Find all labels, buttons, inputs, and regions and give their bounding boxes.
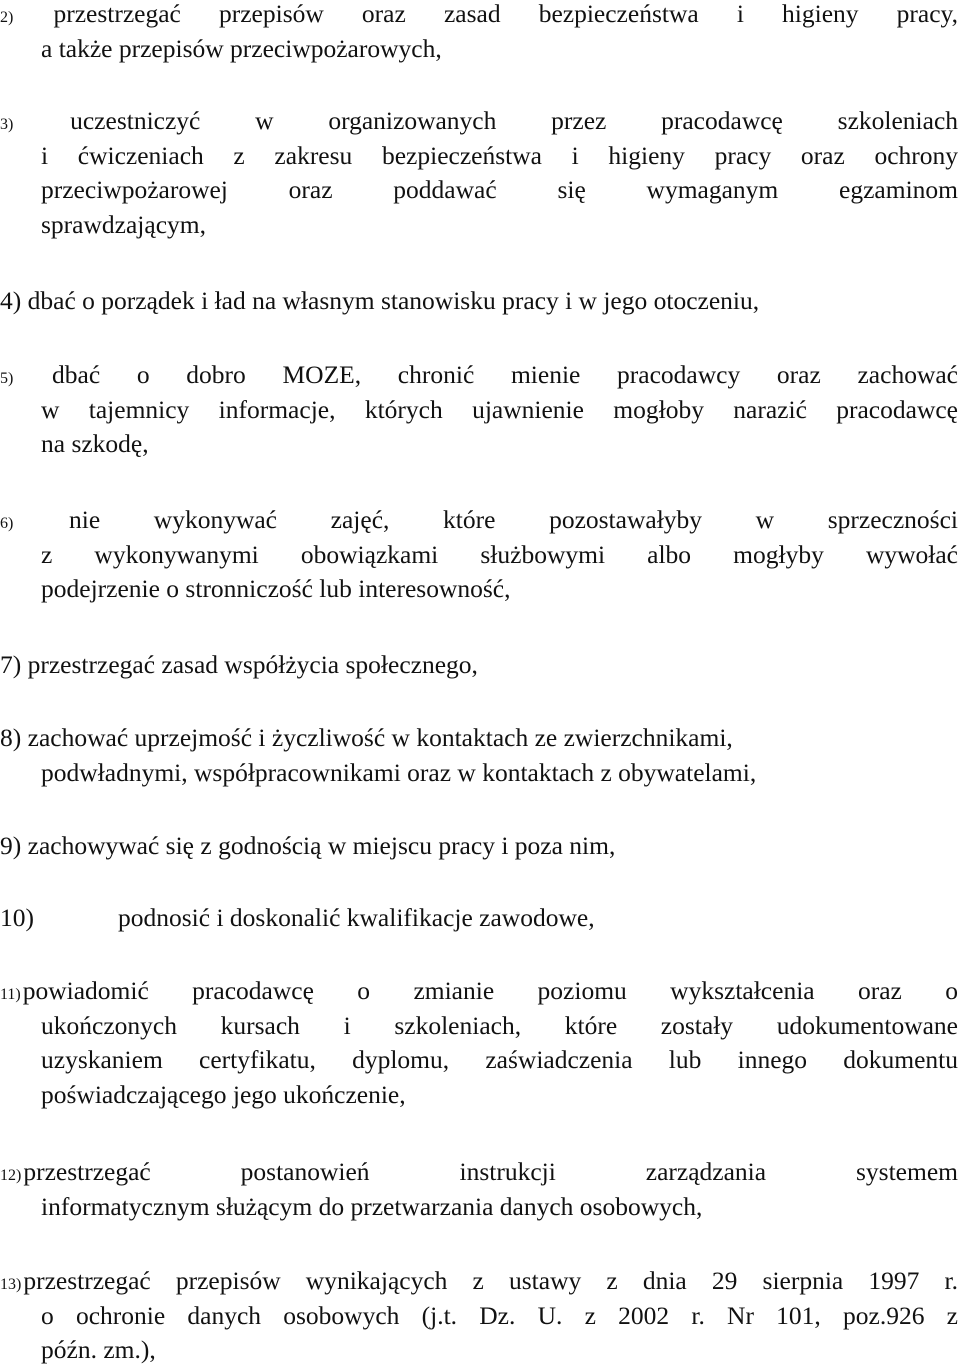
item-text-line: a także przepisów przeciwpożarowych,: [41, 33, 442, 63]
list-item-5: [0, 358, 958, 462]
item-text-line: ukończonych kursach i szkoleniach, które zostały udokumentowane: [41, 1010, 958, 1040]
item-text-line: przestrzegać przepisów wynikających z ustawy z dnia 29 sierpnia 1997 r.: [23, 1266, 958, 1295]
item-text-line: powiadomić pracodawcę o zmianie poziomu wykształcenia oraz o: [22, 976, 958, 1005]
item-text-line: przeciwpożarowej oraz poddawać się wymaganym egzaminom: [41, 175, 958, 204]
list-item-2: [0, 0, 958, 66]
item-text-line: zachować uprzejmość i życzliwość w kontaktach ze zwierzchnikami,: [27, 723, 733, 752]
list-item-12: [0, 1155, 958, 1224]
item-text-line: nie wykonywać zajęć, które pozostawałyby w sprzeczności: [68, 505, 958, 534]
item-text-line: zachowywać się z godnością w miejscu pracy i poza nim,: [27, 831, 616, 860]
item-number: 9): [0, 831, 22, 860]
item-text-line: sprawdzającym,: [41, 209, 206, 239]
list-item-10: [0, 901, 958, 936]
item-number: 13): [0, 1276, 22, 1293]
list-item-9: [0, 829, 958, 864]
item-text-line: przestrzegać postanowień instrukcji zarządzania systemem: [23, 1157, 958, 1186]
list-item-3: [0, 104, 958, 242]
item-number: 6): [0, 515, 14, 532]
item-number: 7): [0, 650, 22, 679]
item-text-line: późn. zm.),: [41, 1335, 156, 1364]
item-number: 12): [0, 1167, 22, 1184]
item-number: 10): [0, 903, 34, 932]
item-text-line: uczestniczyć w organizowanych przez pracodawcę szkoleniach: [70, 106, 958, 135]
item-text-line: uzyskaniem certyfikatu, dyplomu, zaświadczenia lub innego dokumentu: [41, 1045, 958, 1074]
item-number: 8): [0, 723, 22, 752]
item-text-line: informatycznym służącym do przetwarzania danych osobowych,: [41, 1191, 703, 1221]
item-text-line: poświadczającego jego ukończenie,: [41, 1079, 406, 1109]
list-item-13: [0, 1264, 958, 1368]
list-item-4: [0, 284, 958, 319]
item-number: 3): [0, 116, 14, 133]
list-item-8: [0, 721, 958, 790]
list-item-6: [0, 503, 958, 607]
item-text-line: i ćwiczeniach z zakresu bezpieczeństwa i higieny pracy oraz ochrony: [41, 140, 958, 170]
item-number: 5): [0, 370, 14, 387]
item-number: 11): [0, 986, 21, 1003]
item-text-line: z wykonywanymi obowiązkami służbowymi albo mogłyby wywołać: [41, 539, 958, 569]
item-number: 2): [0, 9, 14, 26]
item-text-line: dbać o porządek i ład na własnym stanowisku pracy i w jego otoczeniu,: [27, 286, 760, 315]
item-text-line: przestrzegać przepisów oraz zasad bezpieczeństwa i higieny pracy,: [53, 0, 958, 28]
item-number: 4): [0, 286, 22, 315]
list-item-7: [0, 648, 958, 683]
list-item-11: [0, 974, 958, 1112]
item-text-line: podejrzenie o stronniczość lub interesowność,: [41, 574, 511, 603]
item-text-line: w tajemnicy informacje, których ujawnienie mogłoby narazić pracodawcę: [41, 394, 958, 424]
item-text-line: na szkodę,: [41, 429, 149, 458]
item-text-line: dbać o dobro MOZE, chronić mienie pracodawcy oraz zachować: [52, 360, 958, 389]
item-text-line: podwładnymi, współpracownikami oraz w kontaktach z obywatelami,: [41, 757, 757, 787]
item-text-line: przestrzegać zasad współżycia społecznego,: [27, 650, 478, 679]
item-text-line: o ochronie danych osobowych (j.t. Dz. U. z 2002 r. Nr 101, poz.926 z: [41, 1300, 958, 1330]
item-text-line: podnosić i doskonalić kwalifikacje zawodowe,: [118, 903, 595, 932]
